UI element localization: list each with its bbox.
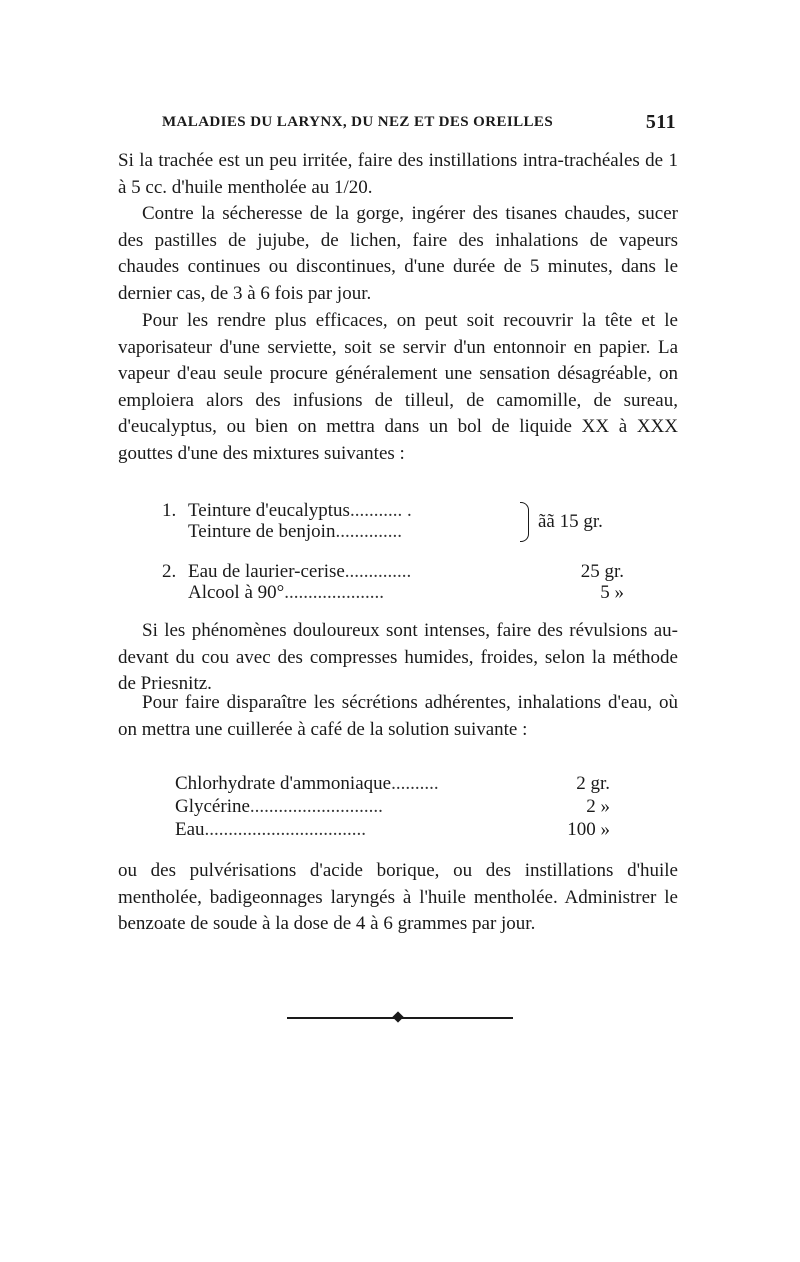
diamond-icon: [392, 1011, 403, 1022]
ingredient: [188, 561, 411, 582]
dot-leader: ........... .: [349, 500, 412, 521]
paragraph-text: Contre la sécheresse de la gorge, ingérer des tisanes chaudes, sucer des pastilles de jujube, de lichen, faire des inhalations de vapeurs chaudes continues ou discontinues, d'une durée de 5 minutes, dans le dernier cas, de 3 à 6 fois par jour.: [118, 203, 678, 304]
paragraph-text: ou des pulvérisations d'acide borique, ou des instillations d'huile mentholée, badigeonnages laryngés à l'huile mentholée. Administrer le benzoate de soude à la dose de 4 à 6 grammes par jour.: [118, 860, 678, 935]
page-number: 511: [645, 111, 676, 133]
formula-3: [175, 773, 610, 843]
paragraph-trachea: [118, 148, 678, 201]
dot-leader: ..................................: [204, 819, 367, 840]
dot-leader: ............................: [249, 796, 383, 817]
paragraph-secretions: [118, 690, 678, 743]
formula-number: 2.: [162, 561, 177, 582]
ingredient: [175, 796, 383, 817]
dose: 2 gr.: [576, 773, 610, 794]
ingredient: [175, 819, 366, 840]
paragraph-vaporizer: [118, 308, 678, 468]
dot-leader: .....................: [284, 582, 384, 603]
shared-dose: ãã 15 gr.: [538, 511, 603, 532]
ingredient-name: Eau de laurier-cerise: [188, 561, 345, 582]
dose: 25 gr.: [580, 561, 624, 582]
ingredient-name: Alcool à 90°: [188, 582, 285, 603]
dot-leader: ..............: [344, 561, 412, 582]
ingredient: [188, 500, 412, 521]
paragraph-throat-dryness: [118, 201, 678, 307]
ingredient: [188, 521, 402, 542]
paragraph-text: Pour faire disparaître les sécrétions adhérentes, inhalations d'eau, où on mettra une cuillerée à café de la solution suivante :: [118, 692, 678, 740]
paragraph-pulverisations: [118, 858, 678, 938]
dose: 100 »: [567, 819, 610, 840]
running-head-title: MALADIES DU LARYNX, DU NEZ ET DES OREILLES: [162, 114, 554, 130]
formula-1: [162, 500, 632, 546]
ingredient-name: Eau: [175, 819, 205, 840]
paragraph-text: Si la trachée est un peu irritée, faire des instillations intra-trachéales de 1 à 5 cc. d'huile mentholée au 1/20.: [118, 150, 678, 198]
formula-number: 1.: [162, 500, 177, 521]
dose: 5 »: [600, 582, 624, 603]
ingredient-name: Chlorhydrate d'ammoniaque: [175, 773, 392, 794]
dot-leader: ..........: [391, 773, 439, 794]
paragraph-text: Si les phénomènes douloureux sont intenses, faire des révulsions au-devant du cou avec des compresses humides, froides, selon la méthode de Priesnitz.: [118, 620, 678, 695]
dose: 2 »: [586, 796, 610, 817]
paragraph-revulsions: [118, 618, 678, 698]
ingredient-name: Glycérine: [175, 796, 250, 817]
ingredient: [188, 582, 384, 603]
ingredient: [175, 773, 439, 794]
section-end-ornament: [287, 1012, 513, 1022]
formula-2: [162, 561, 624, 607]
right-brace-icon: [520, 502, 529, 542]
paragraph-text: Pour les rendre plus efficaces, on peut soit recouvrir la tête et le vaporisateur d'une serviette, soit se servir d'un entonnoir en papier. La vapeur d'eau seule procure généralement une sensation désagréable, on emploiera alors des infusions de tilleul, de camomille, de sureau, d'eucalyptus, ou bien on mettra dans un bol de liquide XX à XXX gouttes d'une des mixtures suivantes :: [118, 310, 678, 464]
ingredient-name: Teinture de benjoin: [188, 521, 336, 542]
ingredient-name: Teinture d'eucalyptus: [188, 500, 350, 521]
dot-leader: ..............: [335, 521, 402, 542]
